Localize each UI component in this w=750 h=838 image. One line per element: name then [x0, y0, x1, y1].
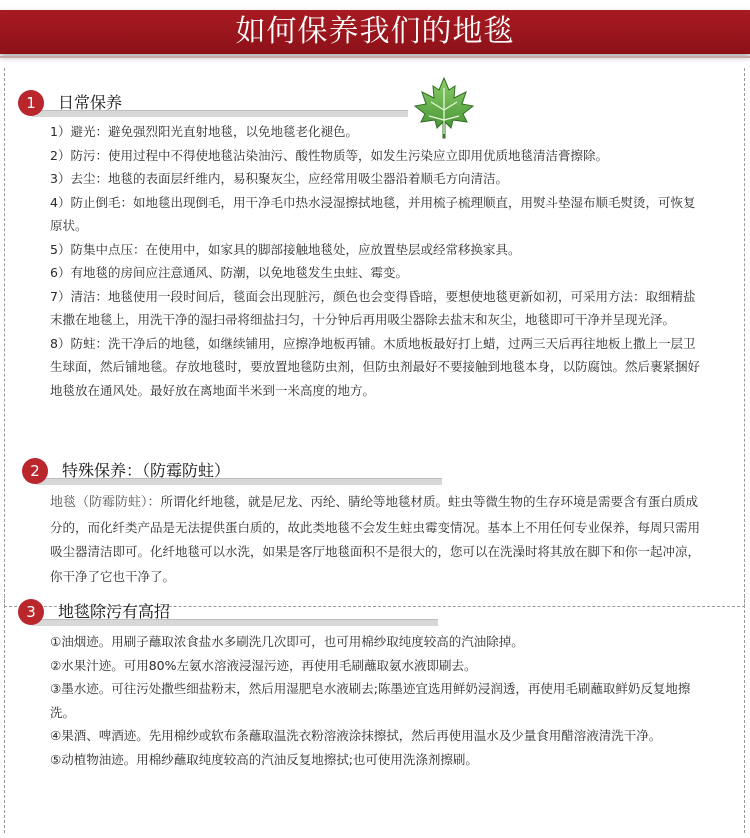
section-3-badge: 3 [18, 599, 44, 625]
section-1-title: 日常保养 [58, 93, 123, 112]
page-title: 如何保养我们的地毯 [235, 14, 515, 49]
list-item: ④果酒、啤酒迹。先用棉纱或软布条蘸取温洗衣粉溶液涂抹擦拭，然后再使用温水及少量食用醋溶液清洗干净。 [50, 728, 662, 743]
section-1-badge: 1 [18, 90, 44, 116]
list-item: ③墨水迹。可往污处撒些细盐粉末，然后用湿肥皂水液刷去;陈墨迹宜选用鲜奶浸润透，再使用毛刷蘸取鲜奶反复地擦洗。 [50, 681, 691, 720]
section-2-badge: 2 [22, 458, 48, 484]
section-2-header [22, 458, 442, 484]
section-3-header [18, 599, 438, 625]
section-3-title: 地毯除污有高招 [58, 602, 171, 621]
list-item: 3）去尘：地毯的表面层纤维内，易积聚灰尘，应经常用吸尘器沿着顺毛方向清洁。 [50, 171, 508, 186]
list-item: 2）防污：使用过程中不得使地毯沾染油污、酸性物质等，如发生污染应立即用优质地毯清洁膏擦除。 [50, 147, 608, 163]
section-2-text: 所谓化纤地毯，就是尼龙、丙纶、腈纶等地毯材质。蛀虫等微生物的生存环境是需要含有蛋白质成分的，而化纤类产品是无法提供蛋白质的，故此类地毯不会发生蛀虫霉变情况。基本上不用任何专业保养，每周只需用吸尘器清洁即可。化纤地毯可以水洗，如果是客厅地毯面积不是很大的，您可以在洗澡时将其放在脚下和你一起冲凉，你干净了它也干净了。 [50, 494, 701, 584]
title-bar [0, 10, 750, 54]
title-banner [0, 0, 750, 62]
list-item: 5）防集中点压：在使用中，如家具的脚部接触地毯处，应放置垫层或经常移换家具。 [50, 241, 521, 257]
section-2-title: 特殊保养：（防霉防蛀） [62, 461, 231, 480]
list-item: 4）防止倒毛：如地毯出现倒毛，用干净毛巾热水浸湿擦拭地毯，并用梳子梳理顺直，用熨斗垫湿布顺毛熨烫，可恢复原状。 [50, 194, 696, 233]
section-2-lead: 地毯（防霉防蛀）： [50, 495, 161, 510]
section-1-body [50, 120, 700, 402]
list-item: 8）防蛀：洗干净后的地毯，如继续铺用，应擦净地板再铺。木质地板最好打上蜡，过两三天后再往地板上撒上一层卫生球面，然后铺地毯。存放地毯时，要放置地毯防虫剂，但防虫剂最好不要接触到地毯本身，以防腐蚀。然后裹紧捆好地毯放在通风处。最好放在离地面半米到一米高度的地方。 [50, 335, 701, 398]
section-1-header [18, 90, 408, 116]
section-2-body [50, 490, 700, 589]
list-item: ①油烟迹。用刷子蘸取浓食盐水多刷洗几次即可，也可用棉纱取纯度较高的汽油除掉。 [50, 634, 524, 649]
section-3-body [50, 630, 700, 771]
list-item: ⑤动植物油迹。用棉纱蘸取纯度较高的汽油反复地擦拭;也可使用洗涤剂擦刷。 [50, 751, 478, 767]
banner-divider [0, 56, 750, 58]
list-item: 7）清洁：地毯使用一段时间后，毯面会出现脏污，颜色也会变得昏暗，要想使地毯更新如初，可采用方法：取细精盐末撒在地毯上，用洗干净的湿扫帚将细盐扫匀，十分钟后再用吸尘器除去盐末和灰尘，地毯即可干净并呈现光泽。 [50, 288, 696, 327]
list-item: ②水果汁迹。可用80%左氨水溶液浸湿污迹，再使用毛刷蘸取氨水液即刷去。 [50, 657, 477, 673]
list-item: 6）有地毯的房间应注意通风、防潮，以免地毯发生虫蛀、霉变。 [50, 265, 408, 280]
list-item: 1）避光：避免强烈阳光直射地毯，以免地毯老化褪色。 [50, 124, 358, 139]
